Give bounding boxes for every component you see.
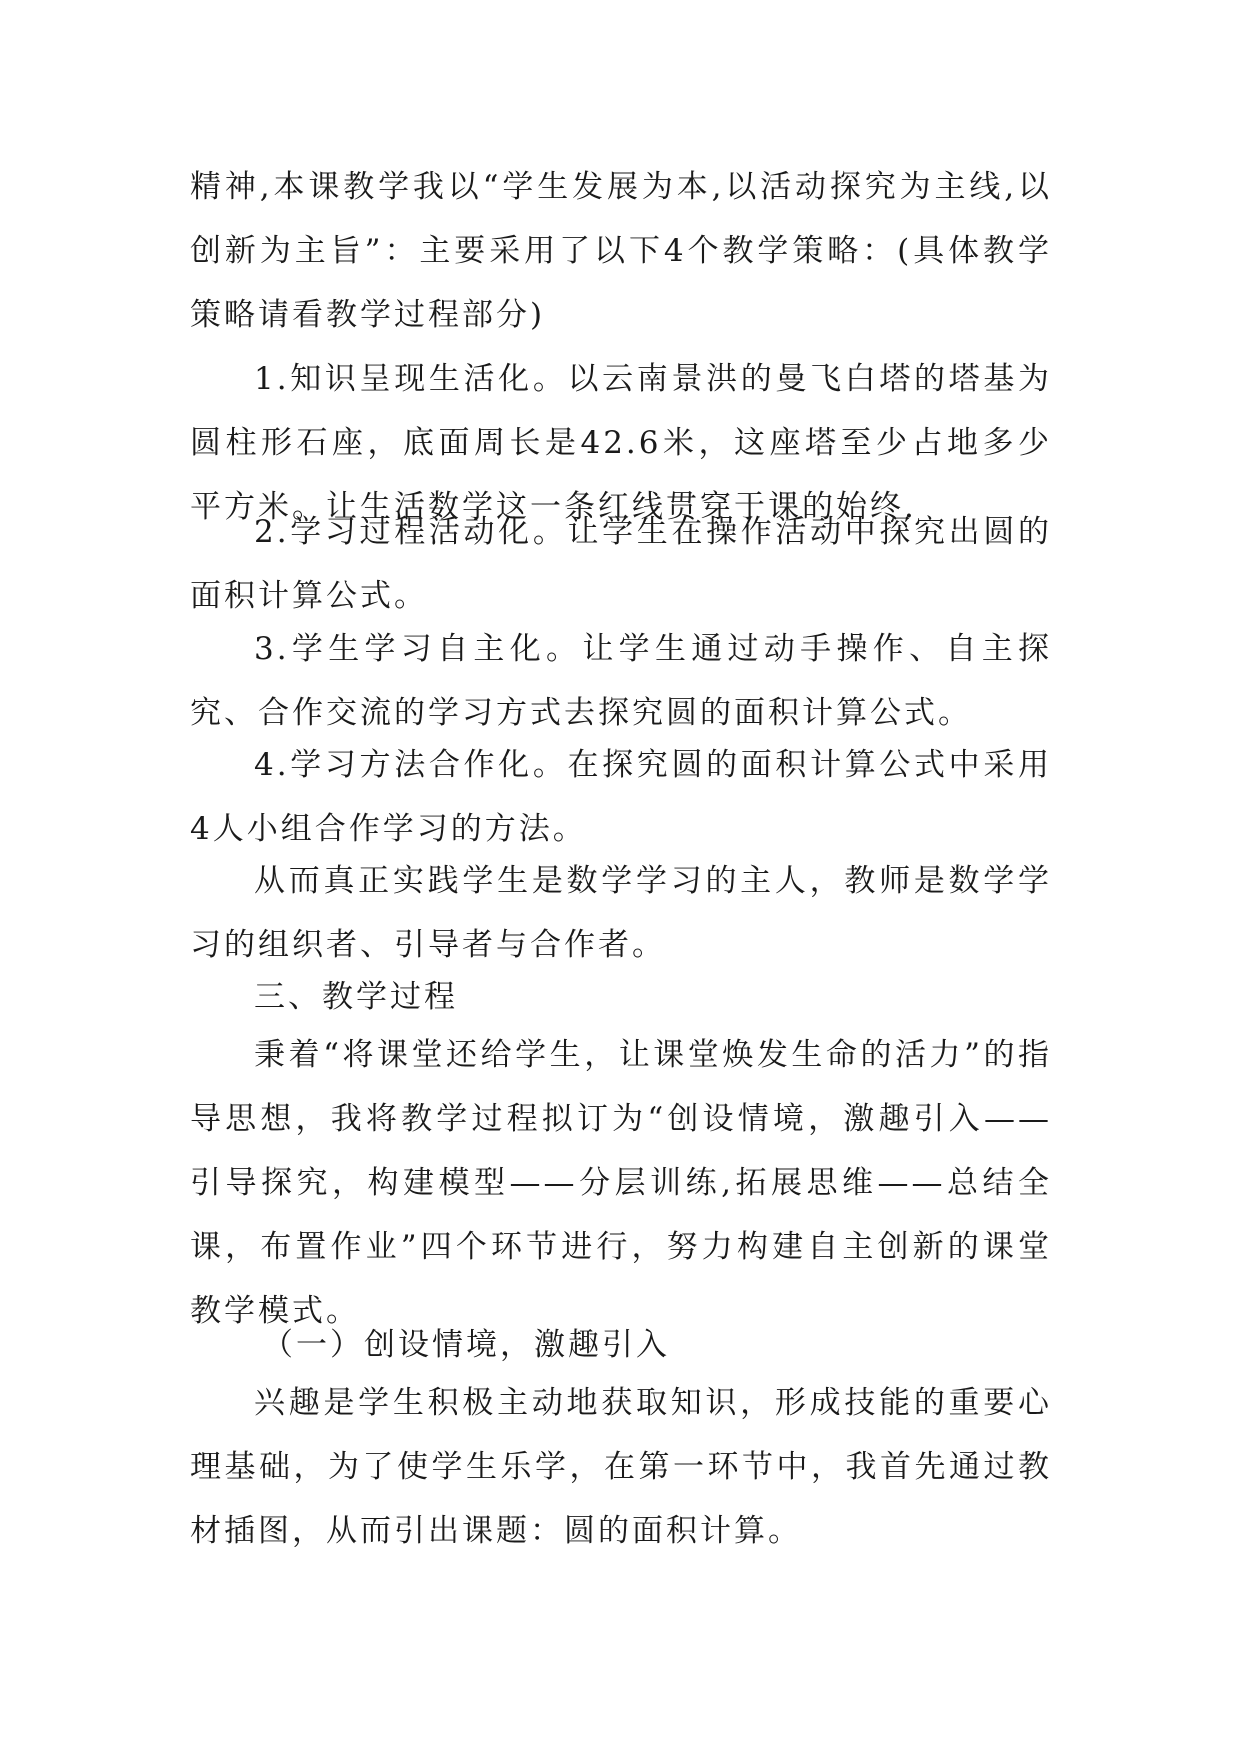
paragraph-teaching-strategies-intro: 精神,本课教学我以“学生发展为本,以活动探究为主线,以创新为主旨”：主要采用了以下4个教学策略：(具体教学策略请看教学过程部分) bbox=[190, 169, 1052, 333]
paragraph-interest-intro: 兴趣是学生积极主动地获取知识，形成技能的重要心理基础，为了使学生乐学，在第一环节中，我首先通过教材插图，从而引出课题：圆的面积计算。 bbox=[190, 1385, 1052, 1549]
subsection-heading-1: （一）创设情境，激趣引入 bbox=[262, 1327, 670, 1363]
paragraph-conclusion: 从而真正实践学生是数学学习的主人，教师是数学学习的组织者、引导者与合作者。 bbox=[190, 863, 1052, 963]
paragraph-strategy-3: 3.学生学习自主化。让学生通过动手操作、自主探究、合作交流的学习方式去探究圆的面积计算公式。 bbox=[190, 631, 1052, 731]
paragraph-teaching-process: 秉着“将课堂还给学生，让课堂焕发生命的活力”的指导思想，我将教学过程拟订为“创设情境，激趣引入——引导探究，构建模型——分层训练,拓展思维——总结全课，布置作业”四个环节进行，努力构建自主创新的课堂教学模式。 bbox=[190, 1037, 1052, 1329]
paragraph-strategy-4: 4.学习方法合作化。在探究圆的面积计算公式中采用4人小组合作学习的方法。 bbox=[190, 747, 1052, 847]
paragraph-strategy-1: 1.知识呈现生活化。以云南景洪的曼飞白塔的塔基为圆柱形石座，底面周长是42.6米，这座塔至少占地多少平方米。让生活数学这一条红线贯穿于课的始终. bbox=[190, 361, 1052, 525]
section-heading-teaching-process: 三、教学过程 bbox=[254, 979, 458, 1015]
paragraph-strategy-2: 2.学习过程活动化。让学生在操作活动中探究出圆的面积计算公式。 bbox=[190, 514, 1052, 614]
